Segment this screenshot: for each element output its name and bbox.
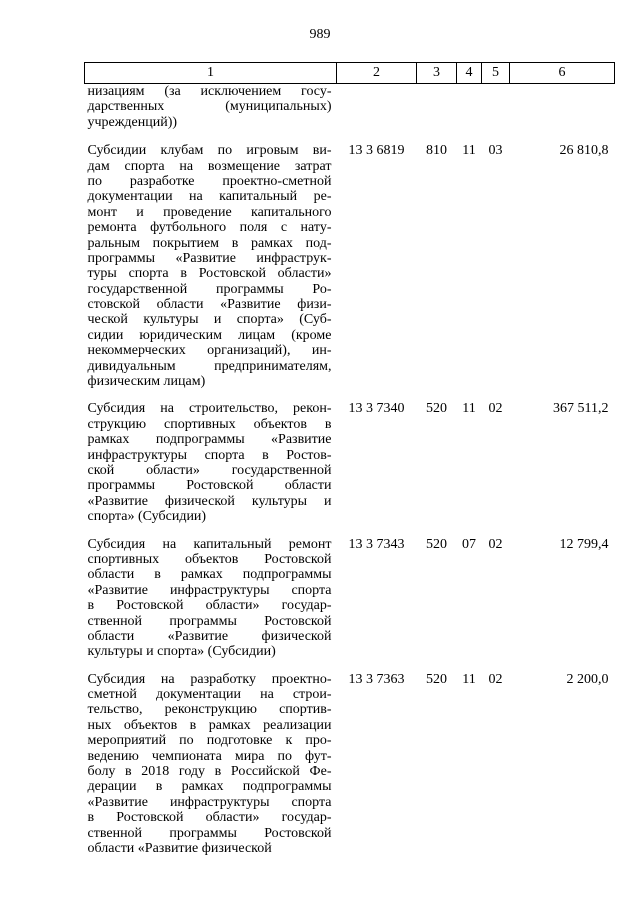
row-amount: 26 810,8 xyxy=(559,143,609,159)
column-header-2: 2 xyxy=(337,63,417,84)
description-line: Субсидии клубам по игровым ви- xyxy=(87,143,332,159)
row-col5: 03 xyxy=(488,143,503,159)
description-line: низациям (за исключением госу- xyxy=(87,84,332,99)
description-line: ных объектов в рамках реализации xyxy=(87,717,332,733)
description-line: дарственных (муниципальных) xyxy=(87,99,332,115)
row-description xyxy=(85,143,337,401)
description-line: ремонта футбольного поля с нату- xyxy=(87,220,332,236)
row-col3: 520 xyxy=(426,401,447,417)
description-line: программы «Развитие инфраструк- xyxy=(87,250,332,266)
description-line: «Развитие физической культуры и xyxy=(87,493,332,509)
row-col3: 520 xyxy=(426,671,447,687)
description-line: по разработке проектно-сметной xyxy=(87,173,332,189)
row-amount: 2 200,0 xyxy=(566,671,609,687)
column-header-6: 6 xyxy=(510,63,615,84)
description-line: дам спорта на возмещение затрат xyxy=(87,158,332,174)
page-number: 989 xyxy=(309,27,331,42)
description-line: спорта» (Субсидии) xyxy=(87,509,207,525)
description-line: учрежденций)) xyxy=(87,114,178,130)
row-code: 13 3 7343 xyxy=(348,536,405,552)
description-line: Субсидия на капитальный ремонт xyxy=(87,536,332,552)
table-body xyxy=(85,84,615,869)
description-line: ственной программы Ростовской xyxy=(87,825,332,841)
row-col3: 810 xyxy=(426,143,447,159)
description-line: ческой культуры и спорта» (Суб- xyxy=(87,312,332,328)
description-line: в Ростовской области» государ- xyxy=(87,598,332,614)
description-line: ведению чемпионата мира по фут- xyxy=(87,748,332,764)
description-line: государственной программы Ро- xyxy=(87,281,332,297)
table-row xyxy=(85,84,615,144)
row-col4: 11 xyxy=(462,671,476,687)
description-line: культуры и спорта» (Субсидии) xyxy=(87,644,276,660)
description-line: «Развитие инфраструктуры спорта xyxy=(87,794,332,810)
description-line: области в рамках подпрограммы xyxy=(87,567,332,583)
row-code: 13 3 7363 xyxy=(348,671,405,687)
row-description xyxy=(85,672,337,869)
description-line: в Ростовской области» государ- xyxy=(87,810,332,826)
row-col5: 02 xyxy=(488,536,503,552)
description-line: туры спорта в Ростовской области» xyxy=(87,266,332,282)
description-line: дерации в рамках подпрограммы xyxy=(87,779,332,795)
table-row xyxy=(85,143,615,401)
description-line: документации на капитальный ре- xyxy=(87,189,332,205)
description-line: области «Развитие физической xyxy=(87,840,272,856)
description-line: монт и проведение капитального xyxy=(87,204,332,220)
description-line: рамках подпрограммы «Развитие xyxy=(87,432,332,448)
description-line: спортивных объектов Ростовской xyxy=(87,551,332,567)
row-col4 xyxy=(457,84,482,144)
description-line: программы Ростовской области xyxy=(87,478,332,494)
row-col4: 07 xyxy=(462,536,476,552)
description-line: болу в 2018 году в Российской Фе- xyxy=(87,764,332,780)
row-col4: 11 xyxy=(462,401,476,417)
row-code xyxy=(337,84,417,144)
row-col5 xyxy=(482,84,510,144)
column-header-5: 5 xyxy=(482,63,510,84)
row-description xyxy=(85,401,337,536)
description-line: мероприятий по подготовке к про- xyxy=(87,733,332,749)
description-line: Субсидия на строительство, рекон- xyxy=(87,401,332,417)
table-header-row xyxy=(85,63,615,84)
description-line: ской области» государственной xyxy=(87,462,332,478)
table-row xyxy=(85,672,615,869)
row-amount: 367 511,2 xyxy=(553,401,609,417)
description-line: сидии юридическим лицам (кроме xyxy=(87,327,332,343)
table-row xyxy=(85,537,615,672)
description-line: некоммерческих организаций), ин- xyxy=(87,343,332,359)
table-row xyxy=(85,401,615,536)
description-line: стовской области «Развитие физи- xyxy=(87,297,332,313)
description-line: дивидуальным предпринимателям, xyxy=(87,358,332,374)
row-code: 13 3 6819 xyxy=(348,143,405,159)
row-amount xyxy=(510,84,615,144)
description-line: «Развитие инфраструктуры спорта xyxy=(87,582,332,598)
column-header-4: 4 xyxy=(457,63,482,84)
description-line: Субсидия на разработку проектно- xyxy=(87,671,332,687)
row-col5: 02 xyxy=(488,671,503,687)
description-line: физическим лицам) xyxy=(87,374,206,390)
row-col5: 02 xyxy=(488,401,503,417)
column-header-1: 1 xyxy=(85,63,337,84)
row-col4: 11 xyxy=(462,143,476,159)
description-line: струкцию спортивных объектов в xyxy=(87,416,332,432)
row-description xyxy=(85,84,337,144)
description-line: сметной документации на строи- xyxy=(87,687,332,703)
description-line: ственной программы Ростовской xyxy=(87,613,332,629)
column-header-3: 3 xyxy=(417,63,457,84)
description-line: области «Развитие физической xyxy=(87,628,332,644)
budget-table xyxy=(84,62,615,868)
row-amount: 12 799,4 xyxy=(559,536,609,552)
description-line: инфраструктуры спорта в Ростов- xyxy=(87,447,332,463)
description-line: ральным покрытием в рамках под- xyxy=(87,235,332,251)
row-description xyxy=(85,537,337,672)
description-line: тельство, реконструкцию спортив- xyxy=(87,702,332,718)
row-col3 xyxy=(417,84,457,144)
row-col3: 520 xyxy=(426,536,447,552)
row-code: 13 3 7340 xyxy=(348,401,405,417)
